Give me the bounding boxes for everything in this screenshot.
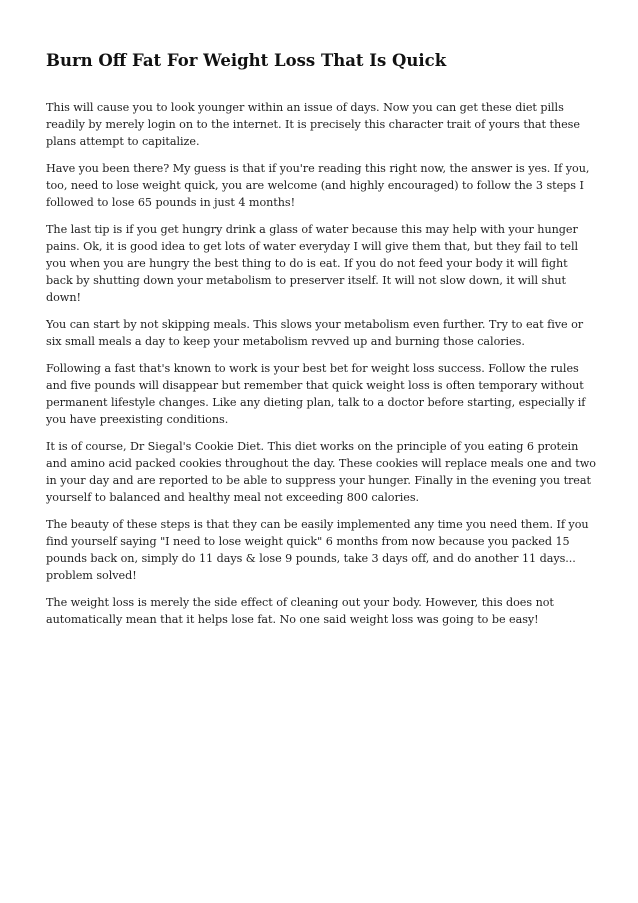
paragraph-3: The last tip is if you get hungry drink a glass of water because this may help with your hunger pains. Ok, it is good idea to get lots of water everyday I will give them that, but they fail to tell you when you are hungry the best thing to do is eat. If you do not feed your body it will fight back by shutting down your metabolism to preserver itself. It will not slow down, it will shut down! — [46, 223, 579, 304]
paragraph-6: It is of course, Dr Siegal's Cookie Diet. This diet works on the principle of you eating 6 protein and amino acid packed cookies throughout the day. These cookies will replace meals one and two in your day and are reported to be able to suppress your hunger. Finally in the evening you treat yourself to balanced and healthy meal not exceeding 800 calories. — [46, 440, 596, 504]
paragraph-1: This will cause you to look younger within an issue of days. Now you can get these diet pills readily by merely login on to the internet. It is precisely this character trait of yours that these plans attempt to capitalize. — [46, 101, 580, 148]
paragraph-5: Following a fast that's known to work is your best bet for weight loss success. Follow the rules and five pounds will disappear but remember that quick weight loss is often temporary without permanent lifestyle changes. Like any dieting plan, talk to a doctor before starting, especially if you have preexisting conditions. — [46, 362, 586, 426]
document-body — [46, 99, 596, 638]
paragraph-7: The beauty of these steps is that they can be easily implemented any time you need them. If you find yourself saying "I need to lose weight quick" 6 months from now because you packed 15 pounds back on, simply do 11 days & lose 9 pounds, take 3 days off, and do another 11 days... problem solved! — [46, 518, 589, 582]
paragraph-8: The weight loss is merely the side effect of cleaning out your body. However, this does not automatically mean that it helps lose fat. No one said weight loss was going to be easy! — [46, 596, 554, 626]
paragraph-2: Have you been there? My guess is that if you're reading this right now, the answer is yes. If you, too, need to lose weight quick, you are welcome (and highly encouraged) to follow the 3 steps I followed to lose 65 pounds in just 4 months! — [46, 162, 590, 209]
paragraph-4: You can start by not skipping meals. This slows your metabolism even further. Try to eat five or six small meals a day to keep your metabolism revved up and burning those calories. — [46, 318, 584, 348]
document-title: Burn Off Fat For Weight Loss That Is Quick — [46, 51, 447, 70]
